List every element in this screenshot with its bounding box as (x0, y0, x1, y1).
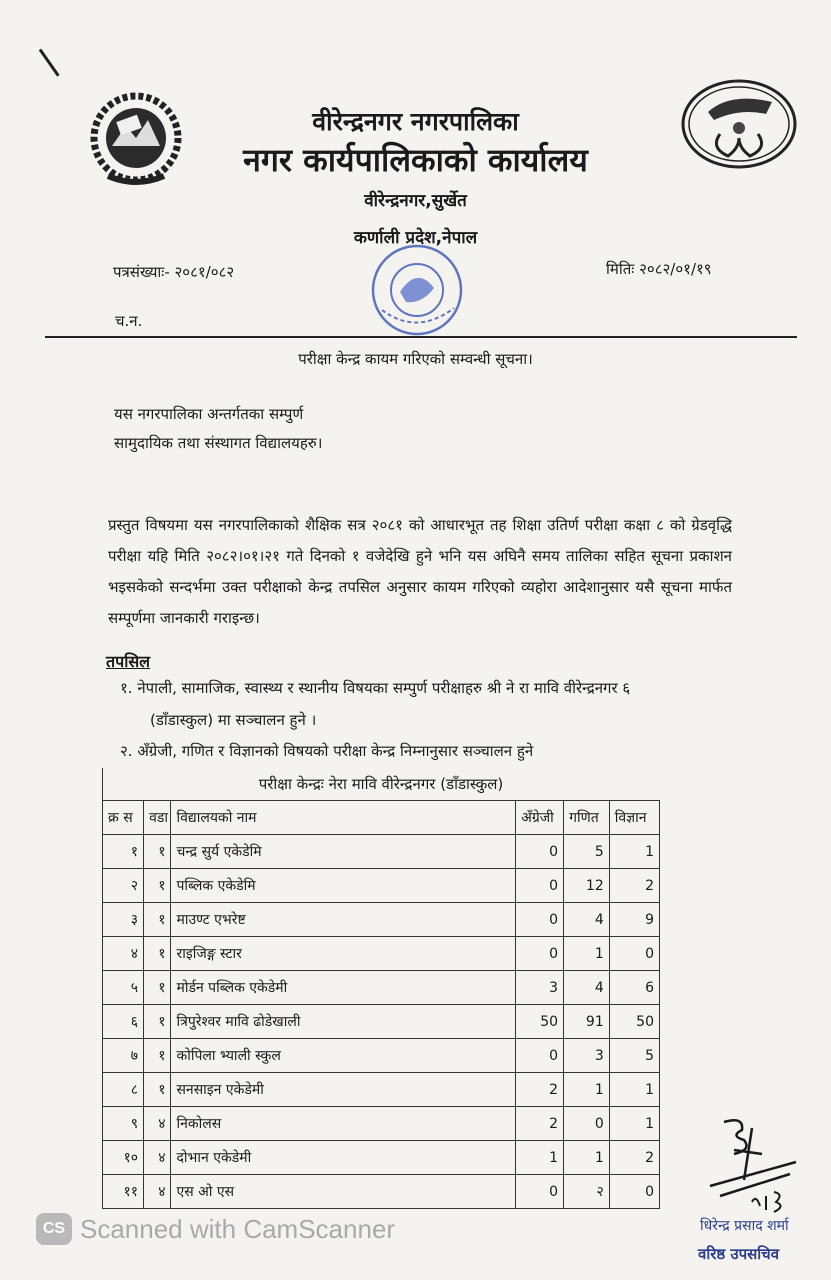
cell-math: 1 (564, 1073, 610, 1107)
exam-center-title: परीक्षा केन्द्रः नेरा मावि वीरेन्द्रनगर (डाँडास्कुल) (258, 775, 504, 793)
body-paragraph: प्रस्तुत विषयमा यस नगरपालिकाको शैक्षिक सत्र २०८१ को आधारभूत तह शिक्षा उतिर्ण परीक्षा कक्षा ८ को ग्रेडवृद्धि परीक्षा यहि मिति २०८२।०१।२१ गते दिनको १ वजेदेखि हुने भनि यस अघिनै समय तालिका सहित सूचना प्रकाशन भइसकेको सन्दर्भमा उक्त परीक्षाको केन्द्र तपसिल अनुसार कायम गरिएको व्यहोरा आदेशानुसार यसै सूचना मार्फत सम्पूर्णमा जानकारी गराइन्छ। (108, 516, 732, 627)
handwritten-signature (700, 1110, 810, 1220)
cell-math: २ (564, 1175, 610, 1209)
cell-sn: १० (103, 1141, 144, 1175)
cell-english: 1 (516, 1141, 564, 1175)
cell-english: 0 (516, 869, 564, 903)
tapasil-item-2: २. अँग्रेजी, गणित र विज्ञानको विषयको परीक्षा केन्द्र निम्नानुसार सञ्चालन हुने (120, 742, 534, 760)
cell-math: 4 (564, 903, 610, 937)
col-header-ward: वडा (144, 801, 171, 835)
cell-ward: ४ (144, 1107, 171, 1141)
cell-ward: ४ (144, 1141, 171, 1175)
cell-sn: ३ (103, 903, 144, 937)
cell-science: 9 (609, 903, 659, 937)
signer-name: धिरेन्द्र प्रसाद शर्मा (700, 1218, 789, 1234)
cell-english: 0 (516, 1175, 564, 1209)
tapasil-item-1: १. नेपाली, सामाजिक, स्वास्थ्य र स्थानीय विषयका सम्पुर्ण परीक्षाहरु श्री ने रा मावि वीरेन्द्रनगर ६ (120, 679, 631, 697)
cell-ward: १ (144, 869, 171, 903)
cell-science: 2 (609, 869, 659, 903)
reference-number: पत्रसंख्याः- २०८१/०८२ (113, 263, 235, 281)
table-row (103, 869, 660, 903)
recipient-line1: यस नगरपालिका अन्तर्गतका सम्पुर्ण (114, 405, 304, 423)
cell-sn: २ (103, 869, 144, 903)
cell-science: 5 (609, 1039, 659, 1073)
table-row (103, 1175, 660, 1209)
cell-english: 0 (516, 903, 564, 937)
cell-science: 1 (609, 1073, 659, 1107)
cell-science: 0 (609, 937, 659, 971)
cell-school: कोपिला भ्याली स्कुल (171, 1039, 516, 1073)
cell-science: 0 (609, 1175, 659, 1209)
cell-sn: ६ (103, 1005, 144, 1039)
cell-school: पब्लिक एकेडेमि (171, 869, 516, 903)
cell-ward: १ (144, 971, 171, 1005)
cell-math: 4 (564, 971, 610, 1005)
cell-school: मोर्डन पब्लिक एकेडेमी (171, 971, 516, 1005)
org-name-line2: नगर कार्यपालिकाको कार्यालय (243, 141, 588, 179)
cell-ward: ४ (144, 1175, 171, 1209)
header-divider (45, 336, 797, 338)
cell-english: 0 (516, 937, 564, 971)
table-header-row (103, 801, 660, 835)
cell-math: 5 (564, 835, 610, 869)
cell-math: 1 (564, 1141, 610, 1175)
col-header-science: विज्ञान (609, 801, 659, 835)
address-line1: वीरेन्द्रनगर,सुर्खेत (364, 191, 467, 211)
signer-designation: वरिष्ठ उपसचिव (698, 1245, 780, 1263)
letter-date: मितिः २०८२/०१/१९ (606, 260, 712, 278)
cell-school: चन्द्र सुर्य एकेडेमि (171, 835, 516, 869)
col-header-math: गणित (564, 801, 610, 835)
table-row (103, 1141, 660, 1175)
address-line2: कर्णाली प्रदेश,नेपाल (353, 228, 478, 248)
cell-sn: ७ (103, 1039, 144, 1073)
cell-math: 3 (564, 1039, 610, 1073)
exam-center-table (102, 800, 660, 1209)
cell-ward: १ (144, 1005, 171, 1039)
office-stamp-icon (362, 240, 472, 340)
col-header-english: अँग्रेजी (516, 801, 564, 835)
cell-sn: १ (103, 835, 144, 869)
cell-school: राइजिङ्ग स्टार (171, 937, 516, 971)
cell-science: 6 (609, 971, 659, 1005)
watermark-text: Scanned with CamScanner (80, 1213, 396, 1244)
cell-school: सनसाइन एकेडेमी (171, 1073, 516, 1107)
cell-english: 50 (516, 1005, 564, 1039)
cell-ward: १ (144, 835, 171, 869)
cell-sn: ८ (103, 1073, 144, 1107)
cell-school: एस ओ एस (171, 1175, 516, 1209)
letter-subject: परीक्षा केन्द्र कायम गरिएको सम्वन्धी सूचना। (298, 350, 533, 368)
cell-sn: ११ (103, 1175, 144, 1209)
cell-school: निकोलस (171, 1107, 516, 1141)
cell-science: 50 (609, 1005, 659, 1039)
table-row (103, 1073, 660, 1107)
municipality-logo-icon (680, 78, 798, 170)
cell-english: 2 (516, 1073, 564, 1107)
table-row (103, 835, 660, 869)
cell-english: 0 (516, 835, 564, 869)
recipient-line2: सामुदायिक तथा संस्थागत विद्यालयहरु। (114, 434, 323, 452)
cell-ward: १ (144, 903, 171, 937)
cell-school: त्रिपुरेश्वर मावि ढोडेखाली (171, 1005, 516, 1039)
cell-english: 0 (516, 1039, 564, 1073)
cell-science: 2 (609, 1141, 659, 1175)
cell-math: 12 (564, 869, 610, 903)
cell-english: 2 (516, 1107, 564, 1141)
cell-math: 91 (564, 1005, 610, 1039)
dispatch-number: च.न. (115, 312, 143, 330)
tapasil-item-1-cont: (डाँडास्कुल) मा सञ्चालन हुने । (150, 711, 317, 729)
table-row (103, 903, 660, 937)
cell-ward: १ (144, 937, 171, 971)
cell-math: 0 (564, 1107, 610, 1141)
cell-ward: १ (144, 1039, 171, 1073)
cell-science: 1 (609, 835, 659, 869)
col-header-sn: क्र स (103, 801, 144, 835)
col-header-school: विद्यालयको नाम (171, 801, 516, 835)
cell-school: दोभान एकेडेमी (171, 1141, 516, 1175)
cell-sn: ४ (103, 937, 144, 971)
cell-sn: ५ (103, 971, 144, 1005)
org-name-line1: वीरेन्द्रनगर नगरपालिका (312, 107, 519, 136)
cell-math: 1 (564, 937, 610, 971)
table-row (103, 1039, 660, 1073)
table-row (103, 971, 660, 1005)
cell-ward: १ (144, 1073, 171, 1107)
cell-english: 3 (516, 971, 564, 1005)
scanner-watermark (36, 1213, 395, 1245)
table-row (103, 937, 660, 971)
table-row (103, 1005, 660, 1039)
camscanner-logo-icon: CS (36, 1213, 72, 1245)
cell-science: 1 (609, 1107, 659, 1141)
cell-school: माउण्ट एभरेष्ट (171, 903, 516, 937)
cell-sn: ९ (103, 1107, 144, 1141)
table-row (103, 1107, 660, 1141)
tapasil-heading: तपसिल (106, 652, 151, 671)
pen-slash-mark (39, 49, 60, 77)
